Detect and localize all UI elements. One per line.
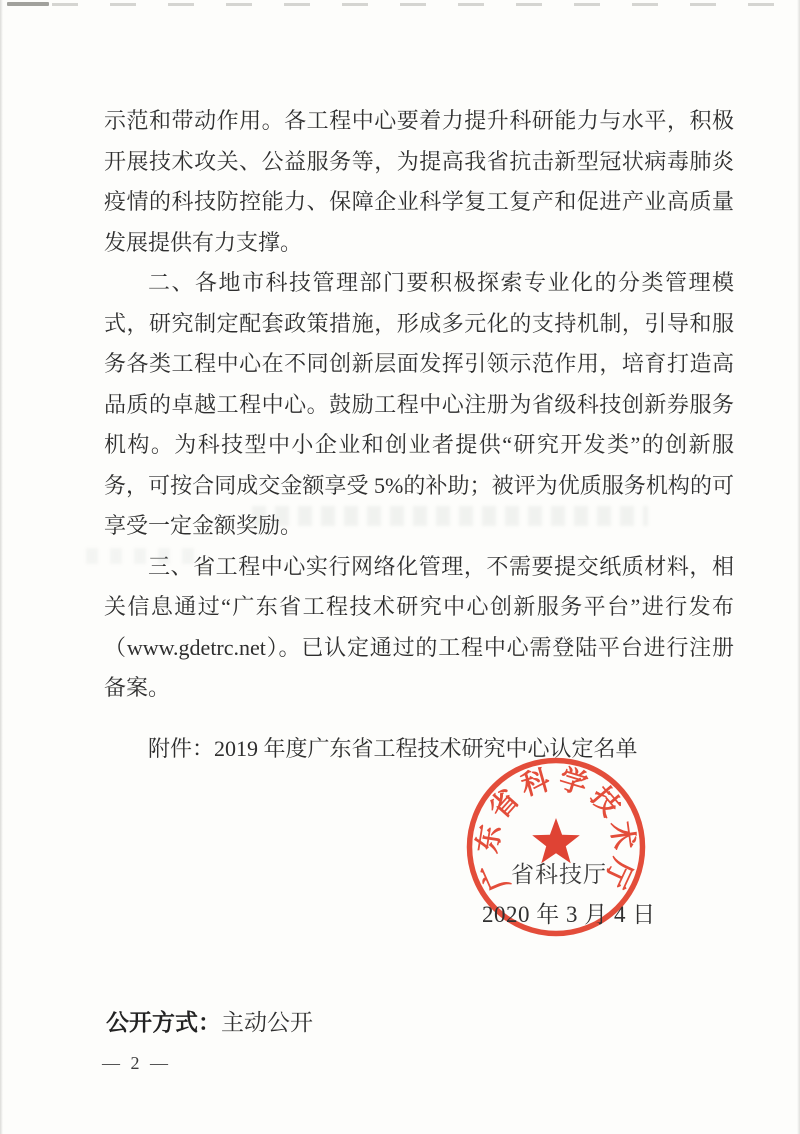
seal-text: 广东省科学技术厅 <box>472 763 640 897</box>
page-number: — 2 — <box>102 1053 171 1073</box>
scan-artifact-left-edge <box>0 0 3 1134</box>
publicity-label: 公开方式： <box>106 1009 221 1035</box>
signature-date: 2020 年 3 月 4 日 <box>482 902 656 927</box>
paragraph-item-3: 三、省工程中心实行网络化管理，不需要提交纸质材料，相关信息通过“广东省工程技术研究中心创新服务平台”进行发布（www.gdetrc.net）。已认定通过的工程中心需登陆平台进行注册备案。 <box>104 553 734 700</box>
paragraph-continued: 示范和带动作用。各工程中心要着力提升科研能力与水平，积极开展技术攻关、公益服务等，为提高我省抗击新型冠状病毒肺炎疫情的科技防控能力、保障企业科学复工复产和促进产业高质量发展提供有力支撑。 <box>104 108 734 255</box>
scan-artifact-dark <box>7 2 49 6</box>
paragraph-item-2: 二、各地市科技管理部门要积极探索专业化的分类管理模式，研究制定配套政策措施，形成多元化的支持机制，引导和服务各类工程中心在不同创新层面发挥引领示范作用，培育打造高品质的卓越工程中心。鼓励工程中心注册为省级科技创新券服务机构。为科技型中小企业和创业者提供“研究开发类”的创新服务，可按合同成交金额享受 5%的补助；被评为优质服务机构的可享受一定金额奖励。 <box>104 270 734 538</box>
publicity-value: 主动公开 <box>221 1010 313 1035</box>
attachment-line: 附件：2019 年度广东省工程技术研究中心认定名单 <box>148 736 638 761</box>
scan-artifact-dashes <box>52 3 792 6</box>
signature-department: 省科技厅 <box>511 862 607 887</box>
publicity-line <box>106 1004 313 1037</box>
document-body <box>104 101 734 709</box>
